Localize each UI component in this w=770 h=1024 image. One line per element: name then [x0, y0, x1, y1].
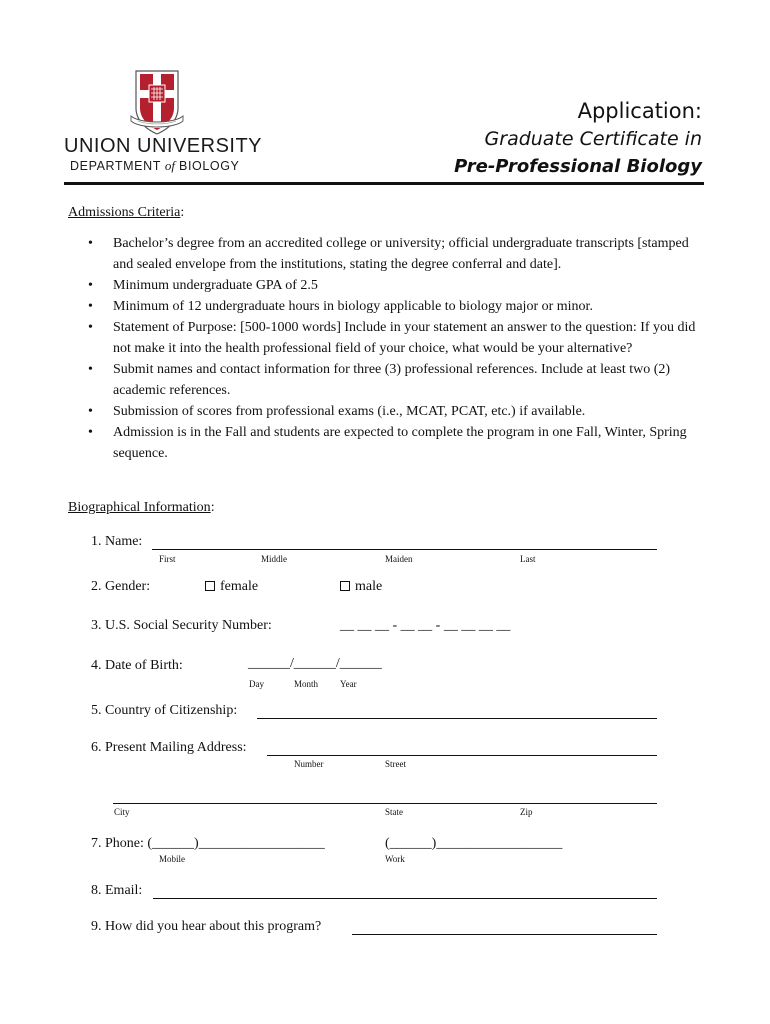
criteria-item: • Submission of scores from professional exams (i.e., MCAT, PCAT, etc.) if available. [88, 401, 708, 422]
criteria-item: • Bachelor’s degree from an accredited college or university; official undergraduate transcripts [stamped and sealed envelope from the institutions, stating the degree conferral and date]. [88, 233, 708, 275]
name-last-caption: Last [520, 554, 536, 564]
referral-input-line[interactable] [352, 919, 657, 935]
dob-year-caption: Year [340, 679, 357, 689]
title-graduate-certificate: Graduate Certificate in [484, 128, 702, 150]
name-label: 1. Name: [91, 534, 143, 549]
address-line-2[interactable] [113, 788, 657, 804]
phone-work-caption: Work [385, 854, 405, 864]
phone-work-field[interactable]: (______)__________________ [385, 836, 563, 851]
admissions-criteria-list [88, 233, 708, 464]
admissions-criteria-heading: Admissions Criteria: [68, 205, 185, 220]
name-maiden-caption: Maiden [385, 554, 413, 564]
gender-label: 2. Gender: [91, 579, 151, 594]
name-first-caption: First [159, 554, 176, 564]
university-name: UNION UNIVERSITY [64, 135, 263, 157]
dob-input-blanks[interactable]: ______/______/______ [248, 656, 382, 671]
dob-label: 4. Date of Birth: [91, 658, 183, 673]
address-line-1[interactable] [267, 740, 657, 756]
name-input-line[interactable] [152, 534, 657, 550]
gender-female-option[interactable] [205, 579, 258, 595]
citizenship-label: 5. Country of Citizenship: [91, 703, 238, 718]
department-of: of [164, 158, 175, 173]
address-zip-caption: Zip [520, 807, 533, 817]
criteria-item: • Statement of Purpose: [500-1000 words] Include in your statement an answer to the question: If you did not make it into the health professional field of your choice, what would be your alternative? [88, 317, 708, 359]
header-divider [64, 182, 704, 185]
department-name [70, 158, 240, 174]
department-suffix: BIOLOGY [179, 159, 240, 173]
email-input-line[interactable] [153, 883, 657, 899]
ssn-label: 3. U.S. Social Security Number: [91, 618, 272, 633]
address-label: 6. Present Mailing Address: [91, 740, 247, 755]
address-state-caption: State [385, 807, 403, 817]
address-number-caption: Number [294, 759, 324, 769]
address-city-caption: City [114, 807, 130, 817]
gender-male-option[interactable] [340, 579, 382, 595]
title-application: Application: [577, 99, 702, 123]
female-label: female [220, 579, 259, 594]
union-university-crest-logo [128, 68, 186, 136]
criteria-item: • Minimum undergraduate GPA of 2.5 [88, 275, 708, 296]
female-checkbox[interactable] [205, 581, 215, 591]
phone-mobile-caption: Mobile [159, 854, 185, 864]
dob-month-caption: Month [294, 679, 319, 689]
criteria-item: • Admission is in the Fall and students are expected to complete the program in one Fall, Winter, Spring sequence. [88, 422, 708, 464]
male-label: male [355, 579, 383, 594]
email-label: 8. Email: [91, 883, 143, 898]
male-checkbox[interactable] [340, 581, 350, 591]
department-prefix: DEPARTMENT [70, 159, 161, 173]
title-program: Pre-Professional Biology [454, 156, 702, 177]
address-street-caption: Street [385, 759, 406, 769]
ssn-input-blanks[interactable]: __ __ __ - __ __ - __ __ __ __ [340, 618, 511, 633]
referral-label: 9. How did you hear about this program? [91, 919, 322, 934]
citizenship-input-line[interactable] [257, 703, 657, 719]
criteria-item: • Minimum of 12 undergraduate hours in biology applicable to biology major or minor. [88, 296, 708, 317]
biographical-information-heading: Biographical Information: [68, 500, 215, 515]
criteria-item: • Submit names and contact information for three (3) professional references. Include at least two (2) academic references. [88, 359, 708, 401]
phone-mobile-field[interactable]: 7. Phone: (______)__________________ [91, 836, 325, 851]
dob-day-caption: Day [249, 679, 264, 689]
name-middle-caption: Middle [261, 554, 287, 564]
